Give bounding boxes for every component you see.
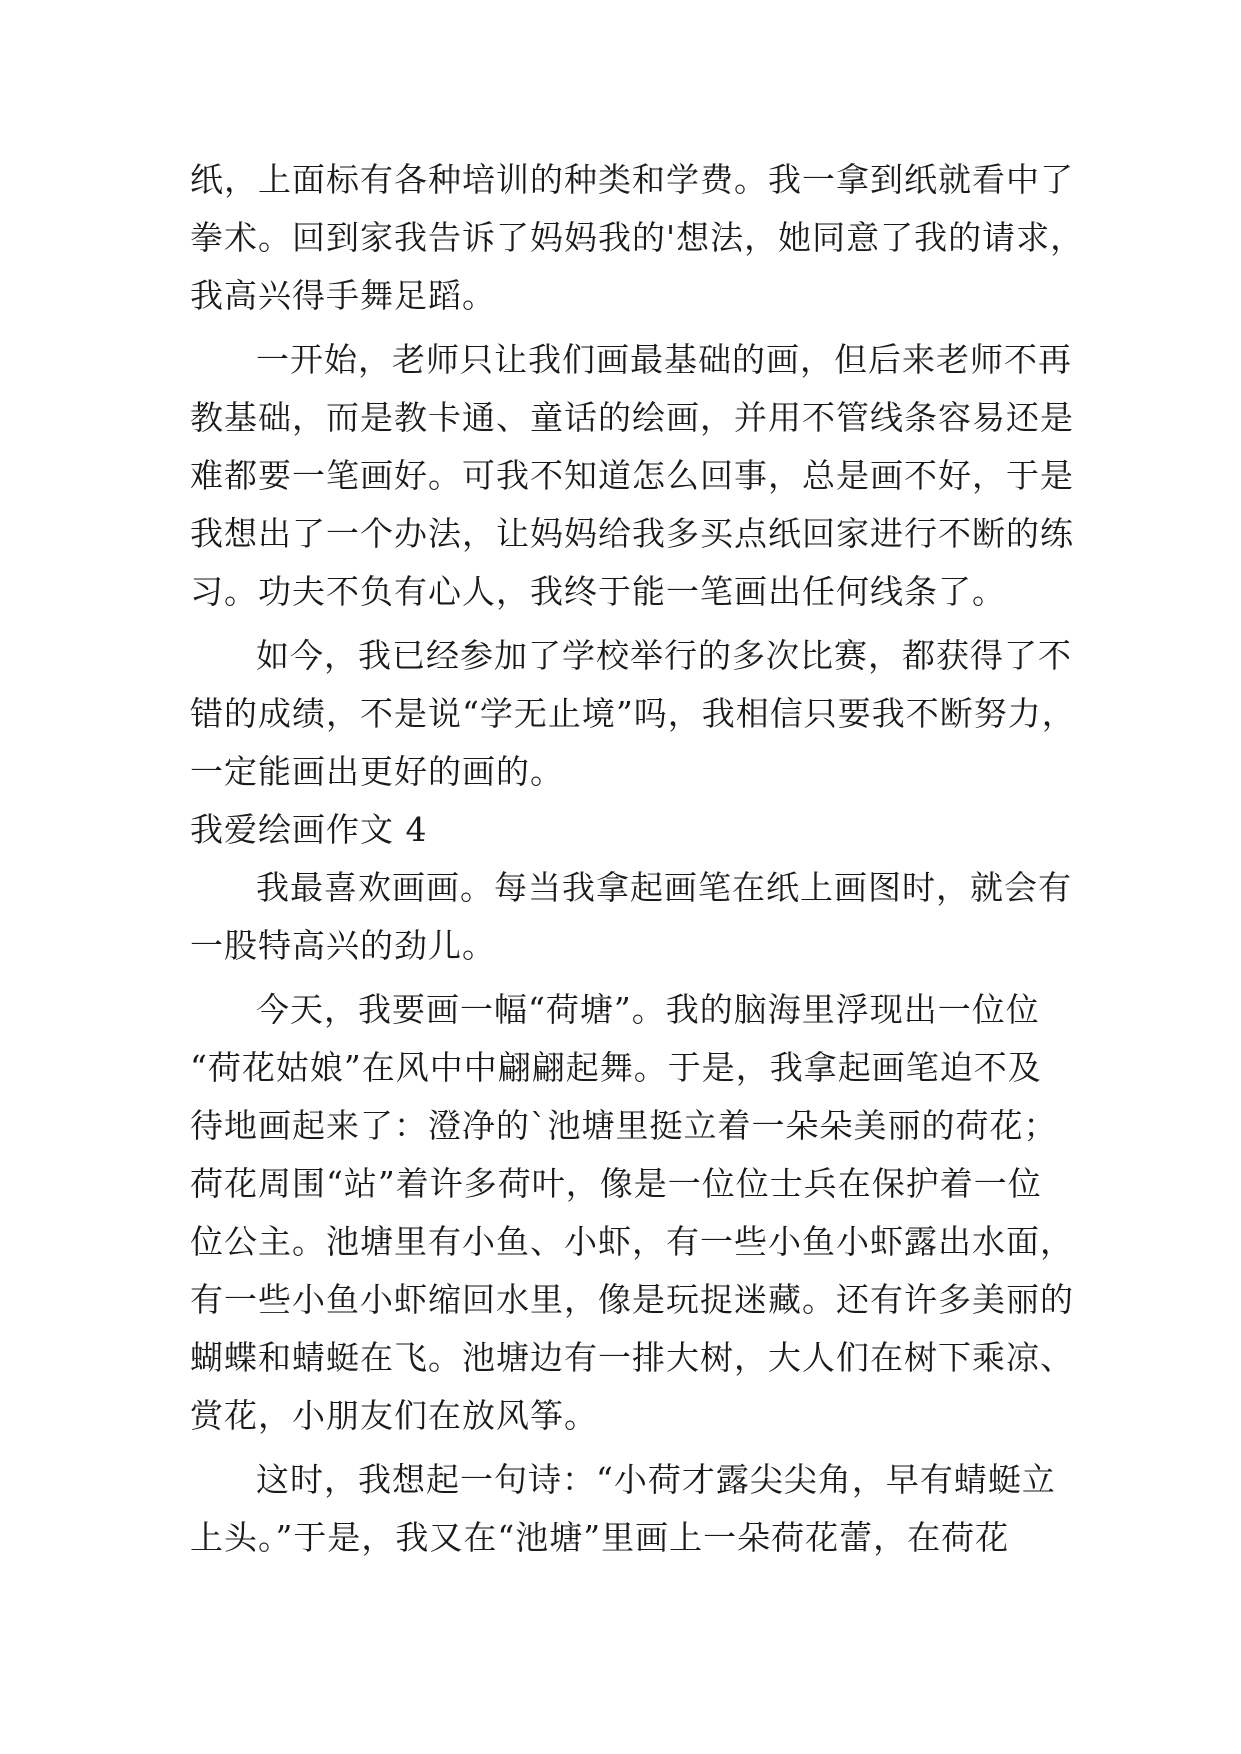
text-line: 习。功夫不负有心人，我终于能一笔画出任何线条了。 (190, 572, 1006, 611)
text-line: 今天，我要画一幅“荷塘”。我的脑海里浮现出一位位 (256, 990, 1040, 1029)
text-line: 我高兴得手舞足蹈。 (190, 276, 496, 315)
text-line: 有一些小鱼小虾缩回水里，像是玩捉迷藏。还有许多美丽的 (190, 1280, 1074, 1319)
text-line: 错的成绩，不是说“学无止境”吗，我相信只要我不断努力， (190, 694, 1076, 733)
paragraph-3 (190, 627, 1076, 801)
text-line: 教基础，而是教卡通、童话的绘画，并用不管线条容易还是 (190, 398, 1074, 437)
text-line: 待地画起来了：澄净的`池塘里挺立着一朵朵美丽的荷花； (190, 1106, 1058, 1145)
text-line: 一定能画出更好的画的。 (190, 752, 564, 791)
text-line: 这时，我想起一句诗：“小荷才露尖尖角，早有蜻蜓立 (256, 1460, 1056, 1499)
paragraph-4 (190, 859, 1072, 975)
paragraph-5 (190, 981, 1074, 1445)
paragraph-2 (190, 331, 1074, 621)
document-body (190, 151, 1085, 1567)
text-line: 我最喜欢画画。每当我拿起画笔在纸上画图时，就会有 (256, 868, 1072, 907)
text-line: 我想出了一个办法，让妈妈给我多买点纸回家进行不断的练 (190, 514, 1074, 553)
text-line: 纸，上面标有各种培训的种类和学费。我一拿到纸就看中了 (190, 160, 1074, 199)
paragraph-6 (190, 1451, 1060, 1567)
text-line: 一股特高兴的劲儿。 (190, 926, 496, 965)
text-line: 荷花周围“站”着许多荷叶，像是一位位士兵在保护着一位 (190, 1164, 1042, 1203)
text-line: 上头。”于是，我又在“池塘”里画上一朵荷花蕾，在荷花 (190, 1518, 1010, 1557)
text-line: 如今，我已经参加了学校举行的多次比赛，都获得了不 (256, 636, 1072, 675)
section-heading: 我爱绘画作文 4 (190, 810, 428, 849)
text-line: 难都要一笔画好。可我不知道怎么回事，总是画不好，于是 (190, 456, 1074, 495)
paragraph-1 (190, 151, 1085, 325)
text-line: 拳术。回到家我告诉了妈妈我的'想法，她同意了我的请求， (190, 218, 1085, 257)
text-line: 位公主。池塘里有小鱼、小虾，有一些小鱼小虾露出水面， (190, 1222, 1074, 1261)
text-line: 赏花，小朋友们在放风筝。 (190, 1396, 598, 1435)
text-line: 蝴蝶和蜻蜓在飞。池塘边有一排大树，大人们在树下乘凉、 (190, 1338, 1074, 1377)
text-line: “荷花姑娘”在风中中翩翩起舞。于是，我拿起画笔迫不及 (190, 1048, 1042, 1087)
text-line: 一开始，老师只让我们画最基础的画，但后来老师不再 (256, 340, 1072, 379)
